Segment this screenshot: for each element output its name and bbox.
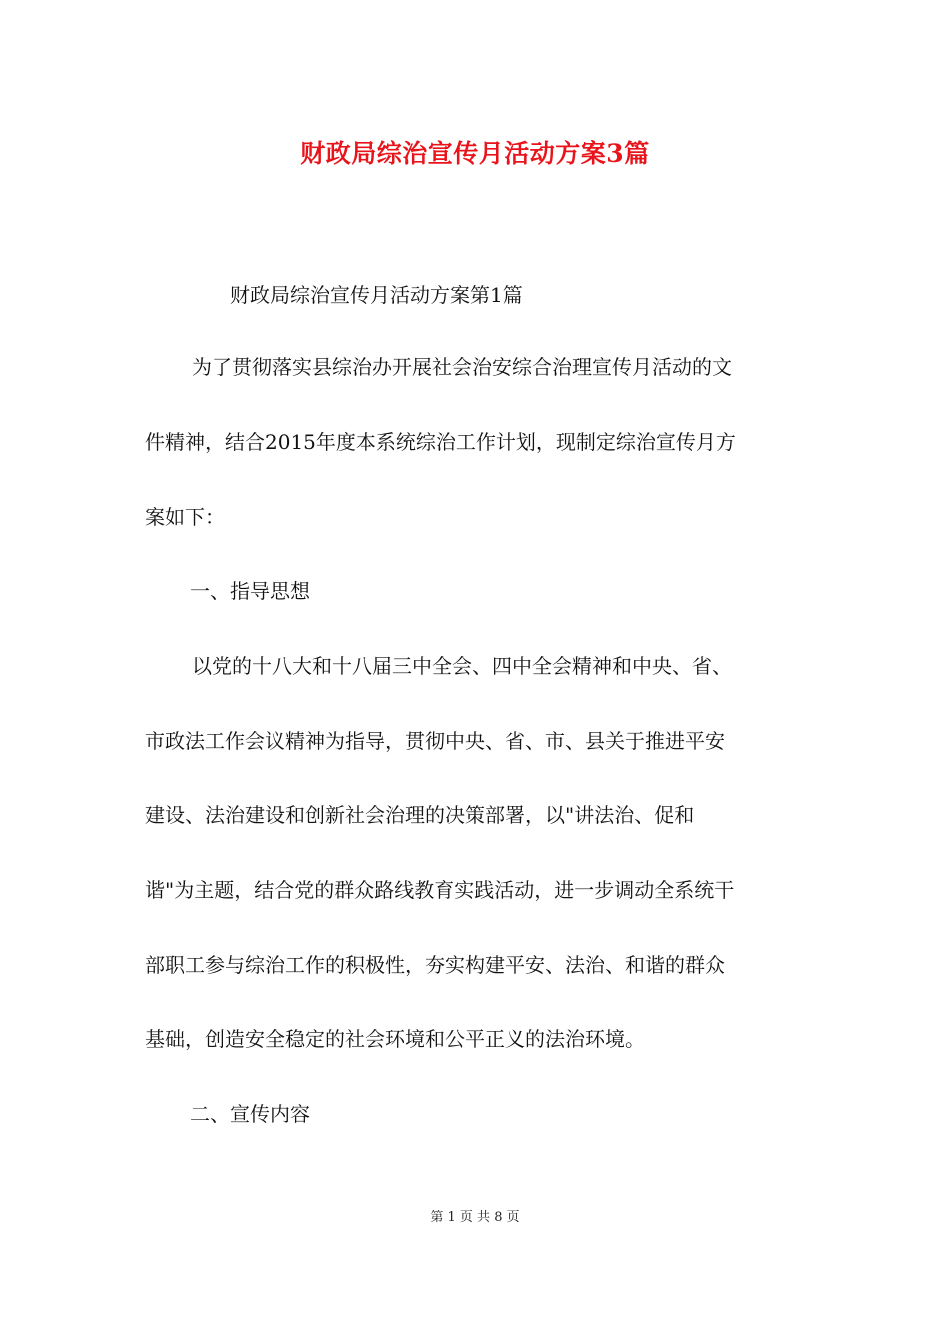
section-heading: 一、指导思想 [190, 579, 310, 603]
page-number: 第 1 页 共 8 页 [430, 1210, 520, 1225]
section-heading: 二、宣传内容 [190, 1102, 310, 1126]
paragraph-line: 案如下： [145, 505, 225, 529]
paragraph-line: 部职工参与综治工作的积极性，夯实构建平安、法治、和谐的群众 [145, 953, 725, 977]
document-title: 财政局综治宣传月活动方案3篇 [300, 139, 650, 168]
paragraph-line: 为了贯彻落实县综治办开展社会治安综合治理宣传月活动的文 [192, 355, 732, 379]
section-subtitle: 财政局综治宣传月活动方案第1篇 [230, 283, 523, 307]
paragraph-line: 件精神，结合2015年度本系统综治工作计划，现制定综治宣传月方 [145, 430, 736, 454]
paragraph-line: 市政法工作会议精神为指导，贯彻中央、省、市、县关于推进平安 [145, 729, 725, 753]
paragraph-line: 建设、法治建设和创新社会治理的决策部署，以"讲法治、促和 [145, 803, 695, 827]
paragraph-line: 基础，创造安全稳定的社会环境和公平正义的法治环境。 [145, 1027, 645, 1051]
paragraph-line: 以党的十八大和十八届三中全会、四中全会精神和中央、省、 [192, 654, 732, 678]
paragraph-line: 谐"为主题，结合党的群众路线教育实践活动，进一步调动全系统干 [145, 878, 735, 902]
